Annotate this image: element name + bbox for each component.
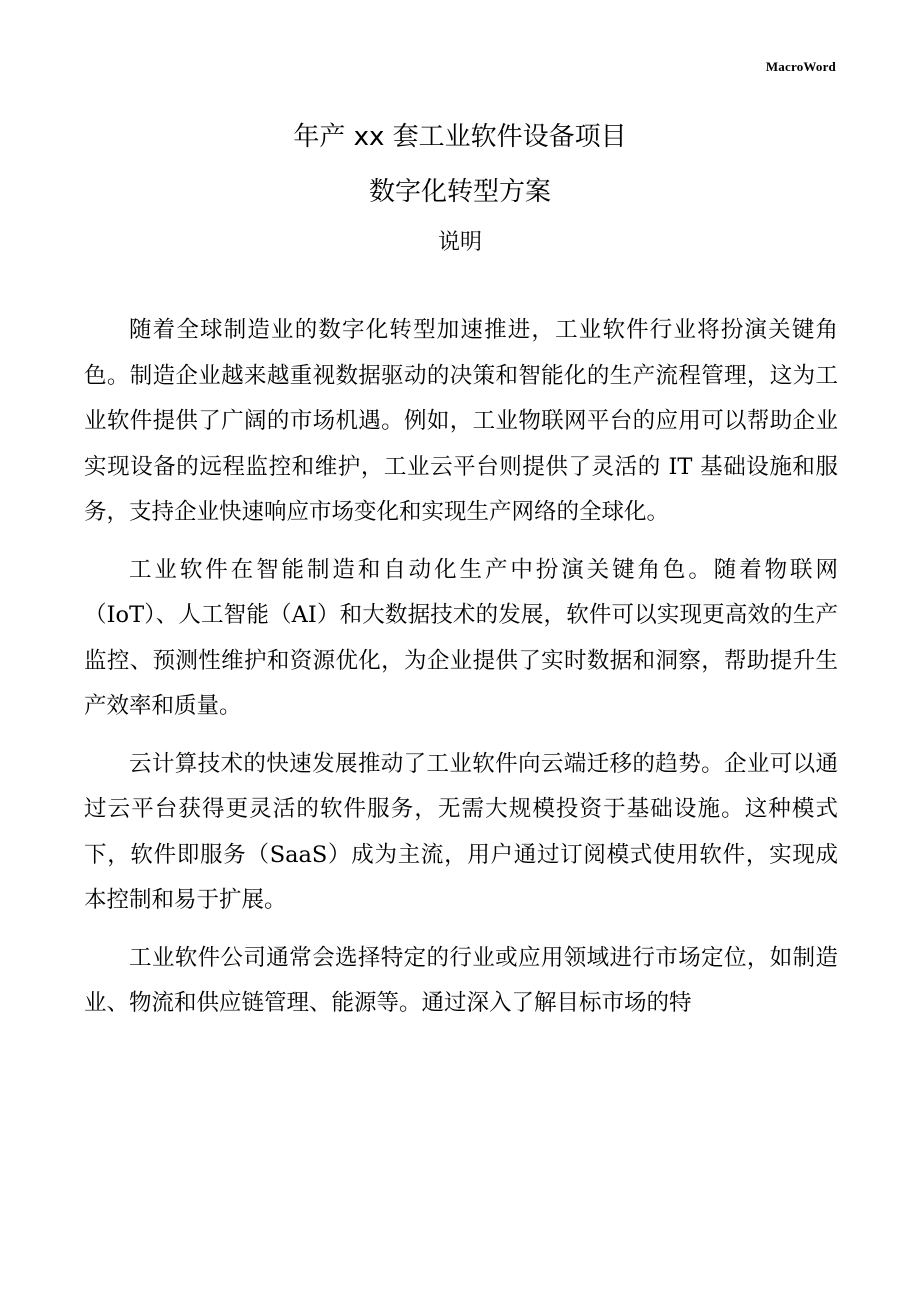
paragraph: 随着全球制造业的数字化转型加速推进，工业软件行业将扮演关键角色。制造企业越来越重视数据驱动的决策和智能化的生产流程管理，这为工业软件提供了广阔的市场机遇。例如，工业物联网平台的应用可以帮助企业实现设备的远程监控和维护，工业云平台则提供了灵活的 IT 基础设施和服务，支持企业快速响应市场变化和实现生产网络的全球化。 [84, 317, 838, 525]
header-brand: MacroWord [765, 59, 836, 74]
paragraph: 云计算技术的快速发展推动了工业软件向云端迁移的趋势。企业可以通过云平台获得更灵活的软件服务，无需大规模投资于基础设施。这种模式下，软件即服务（SaaS）成为主流，用户通过订阅模式使用软件，实现成本控制和易于扩展。 [84, 750, 838, 913]
document-body [84, 308, 838, 1039]
section-heading: 说明 [437, 230, 482, 255]
paragraph: 工业软件公司通常会选择特定的行业或应用领域进行市场定位，如制造业、物流和供应链管理、能源等。通过深入了解目标市场的特 [84, 944, 838, 1016]
document-subtitle: 数字化转型方案 [368, 177, 551, 207]
document-title: 年产 xx 套工业软件设备项目 [293, 122, 627, 152]
paragraph: 工业软件在智能制造和自动化生产中扮演关键角色。随着物联网（IoT）、人工智能（AI）和大数据技术的发展，软件可以实现更高效的生产监控、预测性维护和资源优化，为企业提供了实时数据和洞察，帮助提升生产效率和质量。 [84, 556, 838, 719]
